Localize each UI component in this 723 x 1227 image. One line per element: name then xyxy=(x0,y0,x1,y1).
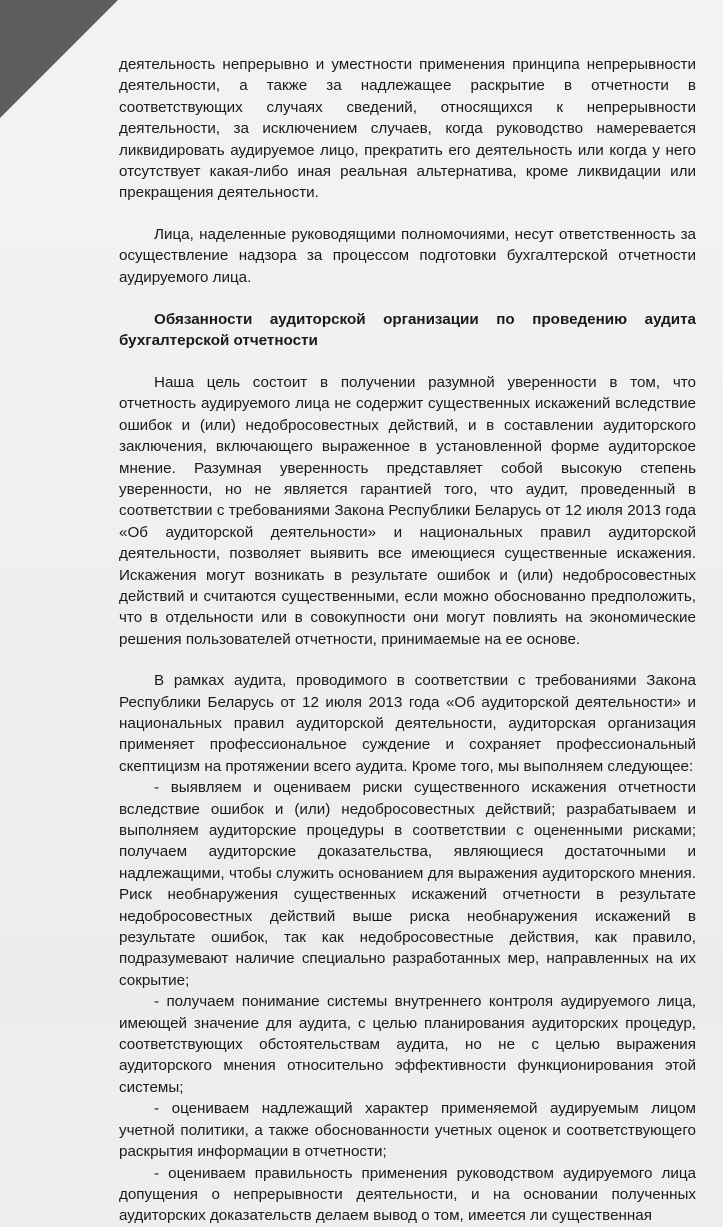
folded-corner xyxy=(0,0,118,118)
paragraph-going-concern: деятельность непрерывно и уместности применения принципа непрерывности деятельности, а также за надлежащее раскрытие в отчетности в соответствующих случаях сведений, относящихся к непрерывности деятельности, за исключением случаев, когда руководство намеревается ликвидировать аудируемое лицо, прекратить его деятельность или когда у него отсутствует какая-либо иная реальная альтернатива, кроме ликвидации или прекращения деятельности. xyxy=(119,56,696,202)
list-item-accounting-policy: - оцениваем надлежащий характер применяемой аудируемым лицом учетной политики, а также обоснованности учетных оценок и соответствующего раскрытия информации в отчетности; xyxy=(119,1100,696,1161)
paragraph-audit-scope: В рамках аудита, проводимого в соответствии с требованиями Закона Республики Беларусь от 12 июля 2013 года «Об аудиторской деятельности» и национальных правил аудиторской деятельности, аудиторская организация применяет профессиональное суждение и сохраняет профессиональный скептицизм на протяжении всего аудита. Кроме того, мы выполняем следующее: xyxy=(119,672,696,775)
document-body xyxy=(119,54,696,1227)
section-heading: Обязанности аудиторской организации по проведению аудита бухгалтерской отчетности xyxy=(119,311,696,350)
list-item-internal-control: - получаем понимание системы внутреннего контроля аудируемого лица, имеющей значение для аудита, с целью планирования аудиторских процедур, соответствующих обстоятельствам аудита, но не с целью выражения аудиторского мнения относительно эффективности функционирования этой системы; xyxy=(119,993,696,1096)
list-item-going-concern: - оцениваем правильность применения руководством аудируемого лица допущения о непрерывности деятельности, и на основании полученных аудиторских доказательств делаем вывод о том, имеется ли существенная xyxy=(119,1164,696,1225)
list-item-risk-assessment: - выявляем и оцениваем риски существенного искажения отчетности вследствие ошибок и (или) недобросовестных действий; разрабатываем и выполняем аудиторские процедуры в соответствии с оцененными рисками; получаем аудиторские доказательства, являющиеся достаточными и надлежащими, чтобы служить основанием для выражения аудиторского мнения. Риск необнаружения существенных искажений отчетности в результате недобросовестных действий выше риска необнаружения искажений в результате ошибок, так как недобросовестные действия, как правило, подразумевают наличие специально разработанных мер, направленных на их сокрытие; xyxy=(119,779,696,989)
paragraph-audit-objective: Наша цель состоит в получении разумной уверенности в том, что отчетность аудируемого лица не содержит существенных искажений вследствие ошибок и (или) недобросовестных действий, и в составлении аудиторского заключения, включающего выраженное в установленной форме аудиторское мнение. Разумная уверенность представляет собой высокую степень уверенности, но не является гарантией того, что аудит, проведенный в соответствии с требованиями Закона Республики Беларусь от 12 июля 2013 года «Об аудиторской деятельности» и национальных правил аудиторской деятельности, позволяет выявить все имеющиеся существенные искажения. Искажения могут возникать в результате ошибок и (или) недобросовестных действий и считаются существенными, если можно обоснованно предположить, что в отдельности или в совокупности они могут повлиять на экономические решения пользователей отчетности, принимаемые на ее основе. xyxy=(119,373,696,648)
paragraph-governance: Лица, наделенные руководящими полномочиями, несут ответственность за осуществление надзора за процессом подготовки бухгалтерской отчетности аудируемого лица. xyxy=(119,225,696,286)
